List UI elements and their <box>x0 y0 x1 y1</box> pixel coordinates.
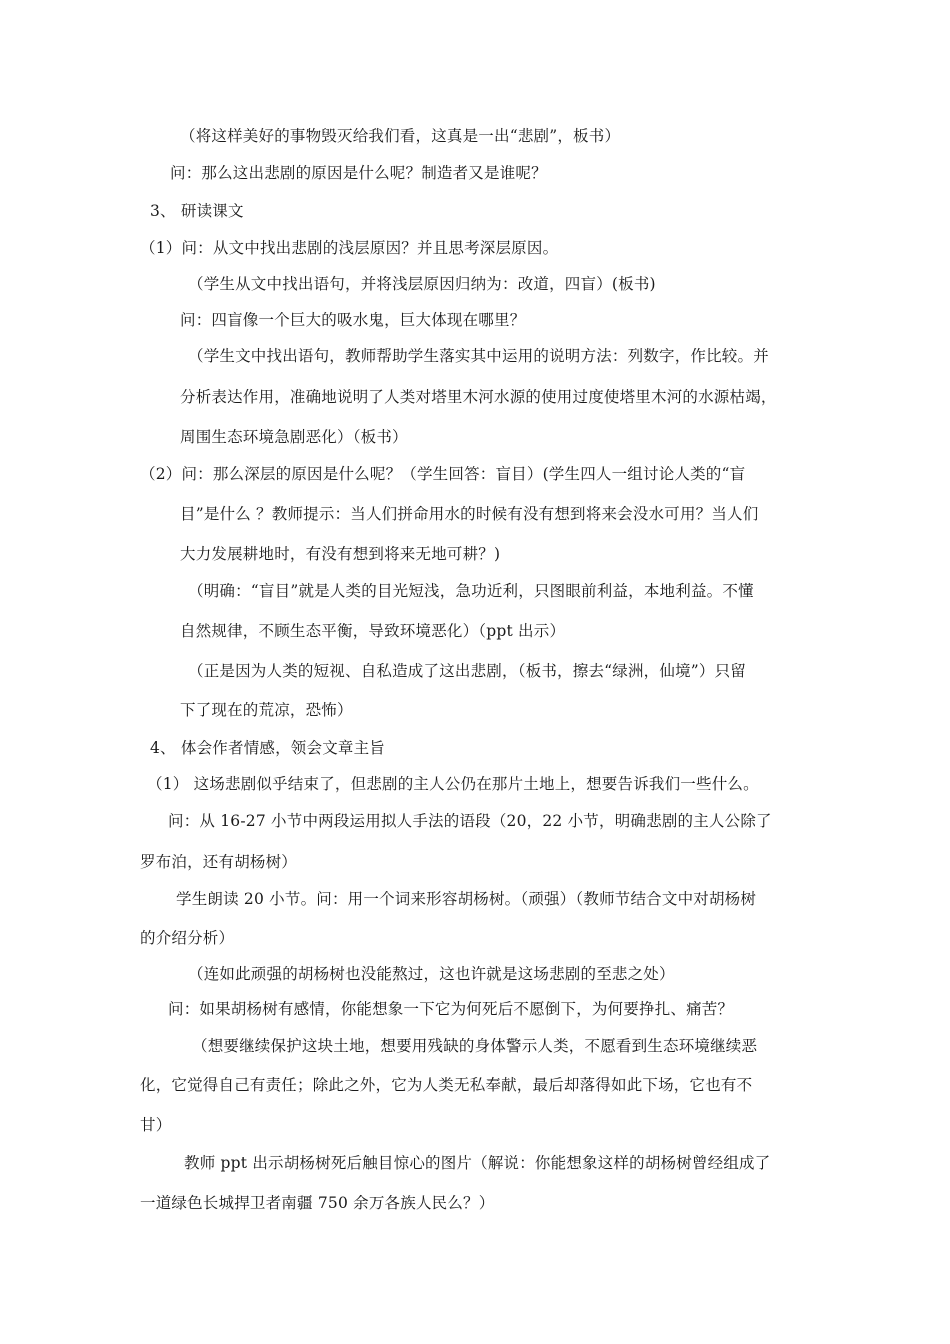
text-line: （将这样美好的事物毁灭给我们看，这真是一出“悲剧”，板书） <box>180 127 621 145</box>
section-heading: 4、 体会作者情感，领会文章主旨 <box>150 739 385 757</box>
text-line: 下了现在的荒凉，恐怖） <box>180 701 353 719</box>
text-line: 问：四盲像一个巨大的吸水鬼，巨大体现在哪里？ <box>180 311 526 329</box>
text-line: （正是因为人类的短视、自私造成了这出悲剧，（板书，擦去“绿洲，仙境”）只留 <box>188 662 747 680</box>
section-heading: 3、 研读课文 <box>150 202 244 220</box>
text-line: 问：从 16-27 小节中两段运用拟人手法的语段（20，22 小节，明确悲剧的主人公除了 <box>168 812 772 830</box>
text-line: （1） 这场悲剧似乎结束了，但悲剧的主人公仍在那片土地上，想要告诉我们一些什么。 <box>147 775 759 793</box>
text-line: 周围生态环境急剧恶化）（板书） <box>180 428 408 446</box>
text-line: 化，它觉得自己有责任；除此之外，它为人类无私奉献，最后却落得如此下场，它也有不 <box>140 1076 753 1094</box>
text-line: （明确：“盲目”就是人类的目光短浅，急功近利，只图眼前利益，本地利益。不懂 <box>188 582 754 600</box>
text-line: 一道绿色长城捍卫者南疆 750 余万各族人民么？） <box>140 1194 495 1212</box>
text-line: （学生从文中找出语句，并将浅层原因归纳为：改道，四盲）(板书) <box>188 275 656 293</box>
text-line: （学生文中找出语句，教师帮助学生落实其中运用的说明方法：列数字，作比较。并 <box>188 347 769 365</box>
text-line: 自然规律，不顾生态平衡，导致环境恶化）（ppt 出示） <box>180 622 566 640</box>
text-line: 学生朗读 20 小节。问：用一个词来形容胡杨树。（顽强）（教师节结合文中对胡杨树 <box>176 890 757 908</box>
text-line: 问：那么这出悲剧的原因是什么呢？制造者又是谁呢？ <box>170 164 547 182</box>
text-line: 目”是什么 ？教师提示：当人们拼命用水的时候有没有想到将来会没水可用？当人们 <box>180 505 759 523</box>
text-line: 教师 ppt 出示胡杨树死后触目惊心的图片（解说：你能想象这样的胡杨树曾经组成了 <box>184 1154 771 1172</box>
text-line: （连如此顽强的胡杨树也没能熬过，这也许就是这场悲剧的至悲之处） <box>188 965 675 983</box>
text-line: 问：如果胡杨树有感情，你能想象一下它为何死后不愿倒下，为何要挣扎、痛苦？ <box>168 1000 734 1018</box>
text-line: （2）问：那么深层的原因是什么呢？（学生回答：盲目）(学生四人一组讨论人类的“盲 <box>140 465 746 483</box>
text-line: （想要继续保护这块土地，想要用残缺的身体警示人类，不愿看到生态环境继续恶 <box>192 1037 758 1055</box>
text-line: 罗布泊，还有胡杨树） <box>140 853 298 871</box>
text-line: 分析表达作用，准确地说明了人类对塔里木河水源的使用过度使塔里木河的水源枯竭， <box>180 388 777 406</box>
text-line: 甘） <box>140 1116 172 1134</box>
text-line: 的介绍分析） <box>140 929 235 947</box>
text-line: 大力发展耕地时，有没有想到将来无地可耕？) <box>180 545 501 563</box>
text-line: （1）问：从文中找出悲剧的浅层原因？并且思考深层原因。 <box>140 239 559 257</box>
